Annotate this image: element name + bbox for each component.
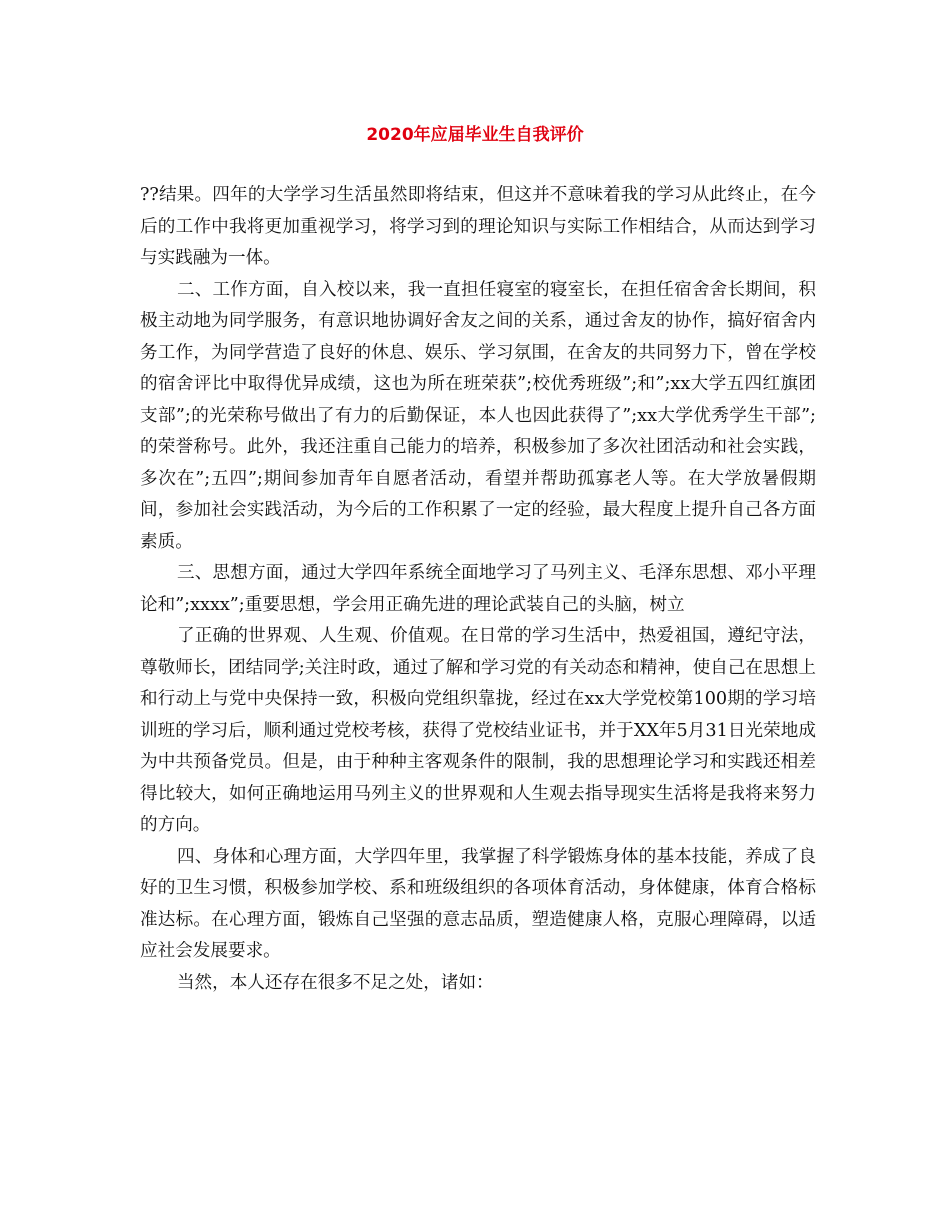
paragraph-thought: 三、思想方面，通过大学四年系统全面地学习了马列主义、毛泽东思想、邓小平理论和”;xxxx”;重要思想，学会用正确先进的理论武装自己的头脑，树立 [140,563,816,615]
paragraph-work: 二、工作方面，自入校以来，我一直担任寝室的寝室长，在担任宿舍舍长期间，积极主动地为同学服务，有意识地协调好舍友之间的关系，通过舍友的协作，搞好宿舍内务工作，为同学营造了良好的休息、娱乐、学习氛围，在舍友的共同努力下，曾在学校的宿舍评比中取得优异成绩，这也为所在班荣获”;校优秀班级”;和”;xx大学五四红旗团支部”;的光荣称号做出了有力的后勤保证，本人也因此获得了”;xx大学优秀学生干部”;的荣誉称号。此外，我还注重自己能力的培养，积极参加了多次社团活动和社会实践，多次在”;五四”;期间参加青年自愿者活动，看望并帮助孤寡老人等。在大学放暑假期间，参加社会实践活动，为今后的工作积累了一定的经验，最大程度上提升自己各方面素质。 [140,279,816,552]
paragraph-thought-continued: 了正确的世界观、人生观、价值观。在日常的学习生活中，热爱祖国，遵纪守法，尊敬师长，团结同学;关注时政，通过了解和学习党的有关动态和精神，使自己在思想上和行动上与党中央保持一致，积极向党组织靠拢，经过在xx大学党校第100期的学习培训班的学习后，顺利通过党校考核，获得了党校结业证书，并于XX年5月31日光荣地成为中共预备党员。但是，由于种种主客观条件的限制，我的思想理论学习和实践还相差得比较大，如何正确地运用马列主义的世界观和人生观去指导现实生活将是我将来努力的方向。 [140,626,816,835]
document-title: 2020年应届毕业生自我评价 [366,125,584,145]
paragraph-intro: ??结果。四年的大学学习生活虽然即将结束，但这并不意味着我的学习从此终止，在今后的工作中我将更加重视学习，将学习到的理论知识与实际工作相结合，从而达到学习与实践融为一体。 [140,185,816,268]
document-body [140,180,816,999]
paragraph-health: 四、身体和心理方面，大学四年里，我掌握了科学锻炼身体的基本技能，养成了良好的卫生习惯，积极参加学校、系和班级组织的各项体育活动，身体健康，体育合格标准达标。在心理方面，锻炼自己坚强的意志品质，塑造健康人格，克服心理障碍，以适应社会发展要求。 [140,846,816,961]
paragraph-shortcomings: 当然，本人还存在很多不足之处，诸如： [176,972,494,993]
